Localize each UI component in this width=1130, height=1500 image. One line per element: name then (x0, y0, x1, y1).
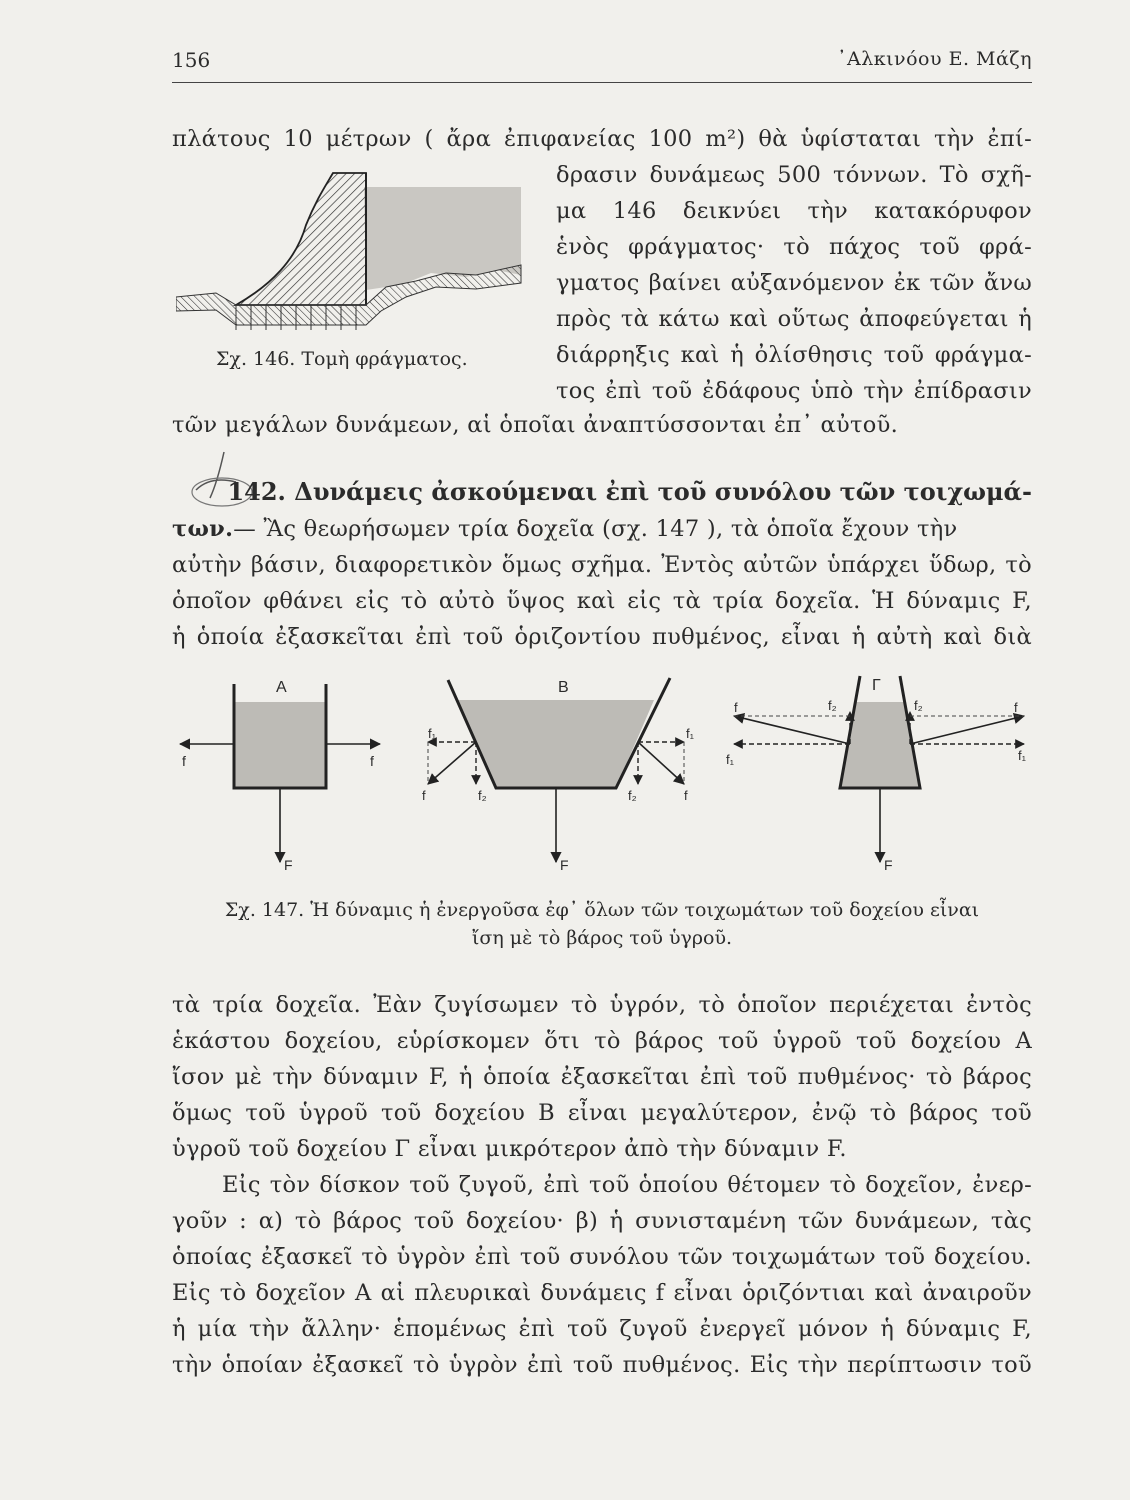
page-header (172, 44, 1032, 78)
vessel-a (180, 679, 380, 873)
section-142-line-4: ἡ ὁποία ἐξασκεῖται ἐπὶ τοῦ ὁριζοντίου πυθμένος, εἶναι ἡ αὐτὴ καὶ διὰ (172, 624, 1032, 650)
label-f2-right-b: f₂ (628, 788, 637, 803)
label-vessel-a: A (276, 679, 287, 696)
figure-146-caption: Σχ. 146. Τομὴ φράγματος. (216, 348, 468, 370)
label-f2-left-b: f₂ (478, 788, 487, 803)
label-f1-left-b: f₁ (428, 726, 436, 741)
body-line-7: γοῦν : α) τὸ βάρος τοῦ δοχείου· β) ἡ συνισταμένη τῶν δυνάμεων, τὰς (172, 1208, 1032, 1234)
three-vessels-figure (172, 672, 1047, 877)
label-f1-left-c: f₁ (726, 752, 734, 767)
intro-line-7: διάρρηξις καὶ ἡ ὀλίσθησις τοῦ φράγμα- (556, 342, 1032, 368)
body-line-6: Εἰς τὸν δίσκον τοῦ ζυγοῦ, ἐπὶ τοῦ ὁποίου θέτομεν τὸ δοχεῖον, ἐνερ- (222, 1172, 1032, 1198)
label-vessel-b: B (558, 679, 569, 696)
section-142-line-2: αὐτὴν βάσιν, διαφορετικὸν ὅμως σχῆμα. Ἐντὸς αὐτῶν ὑπάρχει ὕδωρ, τὸ (172, 552, 1032, 578)
page-number: 156 (172, 48, 211, 72)
section-lead-rest: — Ἂς θεωρήσωμεν τρία δοχεῖα (σχ. 147 ), τὰ ὁποῖα ἔχουν τὴν (233, 516, 958, 542)
label-f-left-b: f (422, 788, 426, 803)
section-142-line-3: ὁποῖον φθάνει εἰς τὸ αὐτὸ ὕψος καὶ εἰς τὰ τρία δοχεῖα. Ἡ δύναμις F, (172, 588, 1032, 614)
section-lead-bold: των. (172, 516, 234, 542)
label-F-b: F (560, 857, 569, 873)
body-line-5: ὑγροῦ τοῦ δοχείου Γ εἶναι μικρότερον ἀπὸ τὴν δύναμιν F. (172, 1136, 847, 1162)
intro-line-9: τῶν μεγάλων δυνάμεων, αἱ ὁποῖαι ἀναπτύσσονται ἐπ᾿ αὐτοῦ. (172, 412, 899, 438)
label-f-right-a: f (370, 753, 374, 769)
label-f-left-c: f (734, 700, 738, 715)
label-f-left-a: f (182, 753, 186, 769)
dam-section-figure (176, 165, 526, 345)
label-vessel-c: Γ (872, 677, 881, 694)
intro-line-6: πρὸς τὰ κάτω καὶ οὕτως ἀποφεύγεται ἡ (556, 306, 1032, 332)
body-line-9: Εἰς τὸ δοχεῖον Α αἱ πλευρικαὶ δυνάμεις f εἶναι ὁριζόντιαι καὶ ἀναιροῦν (172, 1280, 1032, 1306)
intro-line-5: γματος βαίνει αὐξανόμενον ἐκ τῶν ἄνω (556, 270, 1032, 296)
label-f-right-c: f (1014, 700, 1018, 715)
section-142-title: 142. Δυνάμεις ἀσκούμεναι ἐπὶ τοῦ συνόλου τῶν τοιχωμά- (227, 477, 1032, 506)
body-line-3: ἴσον μὲ τὴν δύναμιν F, ἡ ὁποία ἐξασκεῖται ἐπὶ τοῦ πυθμένος· τὸ βάρος (172, 1064, 1032, 1090)
label-f1-right-c: f₁ (1018, 748, 1026, 763)
label-F-c: F (884, 857, 893, 873)
intro-line-2: δρασιν δυνάμεως 500 τόννων. Τὸ σχῆ- (556, 162, 1032, 188)
intro-line-8: τος ἐπὶ τοῦ ἐδάφους ὑπὸ τὴν ἐπίδρασιν (556, 378, 1032, 404)
figure-147-caption-line-2: ἴση μὲ τὸ βάρος τοῦ ὑγροῦ. (471, 927, 733, 949)
label-f-right-b: f (684, 788, 688, 803)
body-line-2: ἑκάστου δοχείου, εὑρίσκομεν ὅτι τὸ βάρος τοῦ ὑγροῦ τοῦ δοχείου Α (172, 1028, 1032, 1054)
section-142-line-1 (172, 514, 1032, 544)
body-line-8: ὁποίας ἐξασκεῖ τὸ ὑγρὸν ἐπὶ τοῦ συνόλου τῶν τοιχωμάτων τοῦ δοχείου. (172, 1244, 1032, 1270)
intro-line-1: πλάτους 10 μέτρων ( ἄρα ἐπιφανείας 100 m²) θὰ ὑφίσταται τὴν ἐπί- (172, 126, 1032, 152)
header-rule (172, 82, 1032, 83)
label-f2-left-c: f₂ (828, 698, 837, 713)
body-line-10: ἡ μία τὴν ἄλλην· ἑπομένως ἐπὶ τοῦ ζυγοῦ ἐνεργεῖ μόνον ἡ δύναμις F, (172, 1316, 1032, 1342)
label-f2-right-c: f₂ (914, 698, 923, 713)
running-head: ᾿Αλκινόου Ε. Μάζη (836, 48, 1032, 70)
vessel-b (422, 678, 695, 873)
body-line-11: τὴν ὁποίαν ἐξασκεῖ τὸ ὑγρὸν ἐπὶ τοῦ πυθμένος. Εἰς τὴν περίπτωσιν τοῦ (172, 1352, 1032, 1378)
body-line-4: ὅμως τοῦ ὑγροῦ τοῦ δοχείου Β εἶναι μεγαλύτερον, ἐνῷ τὸ βάρος τοῦ (172, 1100, 1032, 1126)
vessel-c (726, 676, 1027, 873)
body-line-1: τὰ τρία δοχεῖα. Ἐὰν ζυγίσωμεν τὸ ὑγρόν, τὸ ὁποῖον περιέχεται ἐντὸς (172, 992, 1032, 1018)
intro-line-4: ἑνὸς φράγματος· τὸ πάχος τοῦ φρά- (556, 234, 1032, 260)
label-F-a: F (284, 857, 293, 873)
label-f1-right-b: f₁ (686, 726, 694, 741)
figure-147-caption-line-1: Σχ. 147. Ἡ δύναμις ἡ ἐνεργοῦσα ἐφ᾿ ὅλων τῶν τοιχωμάτων τοῦ δοχείου εἶναι (224, 899, 980, 921)
intro-line-3: μα 146 δεικνύει τὴν κατακόρυφον (556, 198, 1032, 224)
